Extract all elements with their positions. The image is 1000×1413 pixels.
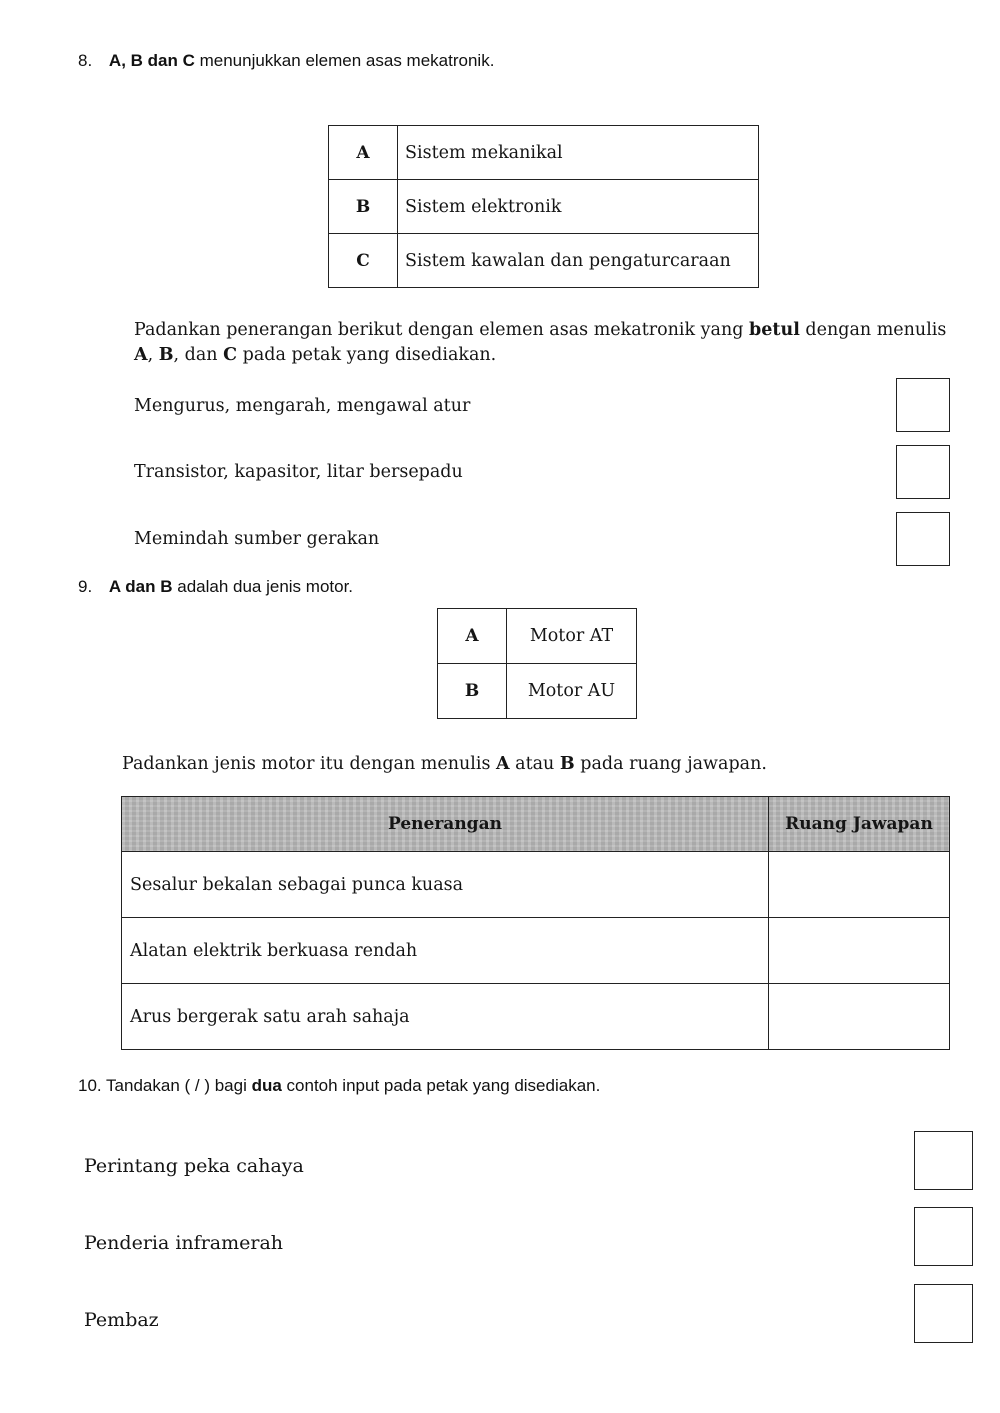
q10-lead: 10. Tandakan ( / ) bagi	[78, 1076, 252, 1095]
q8-item-2: Transistor, kapasitor, litar bersepadu	[134, 462, 463, 482]
motor-letter-a: A	[438, 609, 507, 664]
element-letter-a: A	[329, 126, 398, 180]
q8-answer-box-3[interactable]	[896, 512, 950, 566]
table-header-row	[122, 797, 950, 852]
q8-letter-c: C	[223, 345, 238, 365]
q9-number: 9.	[78, 577, 93, 596]
element-name-b: Sistem elektronik	[398, 180, 759, 234]
description-cell: Sesalur bekalan sebagai punca kuasa	[122, 852, 769, 918]
q8-item-1: Mengurus, mengarah, mengawal atur	[134, 396, 471, 416]
motor-name-b: Motor AU	[507, 664, 637, 719]
header-description: Penerangan	[122, 797, 769, 852]
answer-cell-2[interactable]	[769, 918, 950, 984]
q8-item-3: Memindah sumber gerakan	[134, 529, 380, 549]
q9-heading	[78, 577, 353, 597]
q9-instruction-part: Padankan jenis motor itu dengan menulis	[122, 754, 497, 774]
q9-instruction	[122, 754, 767, 774]
q10-item-3: Pembaz	[84, 1309, 159, 1331]
q8-answer-box-1[interactable]	[896, 378, 950, 432]
q10-checkbox-3[interactable]	[914, 1284, 973, 1343]
q9-instruction-part: pada ruang jawapan.	[574, 754, 767, 774]
q8-elements-table	[328, 125, 759, 288]
answer-cell-1[interactable]	[769, 852, 950, 918]
table-row	[438, 609, 637, 664]
q8-instruction-line-2	[134, 345, 496, 365]
q9-lead-bold: A dan B	[108, 577, 173, 596]
motor-letter-b: B	[438, 664, 507, 719]
description-cell: Arus bergerak satu arah sahaja	[122, 984, 769, 1050]
element-letter-c: C	[329, 234, 398, 288]
q8-answer-box-2[interactable]	[896, 445, 950, 499]
table-row	[122, 984, 950, 1050]
answer-cell-3[interactable]	[769, 984, 950, 1050]
q8-number: 8.	[78, 51, 93, 70]
table-row	[329, 126, 759, 180]
q8-instruction-part: dengan menulis	[799, 320, 947, 340]
q10-lead-rest: contoh input pada petak yang disediakan.	[281, 1076, 601, 1095]
q8-lead-bold: A, B dan C	[108, 51, 195, 70]
table-row	[122, 918, 950, 984]
element-name-c: Sistem kawalan dan pengaturcaraan	[398, 234, 759, 288]
table-row	[329, 234, 759, 288]
q10-item-2: Penderia inframerah	[84, 1232, 284, 1254]
q9-instruction-part: atau	[509, 754, 560, 774]
q10-lead-bold: dua	[251, 1076, 282, 1095]
q8-letter-a: A	[134, 345, 148, 365]
q8-instruction-line-1	[134, 320, 946, 340]
element-letter-b: B	[329, 180, 398, 234]
q10-item-1: Perintang peka cahaya	[84, 1155, 304, 1177]
q9-answer-table	[121, 796, 950, 1050]
table-row	[438, 664, 637, 719]
description-cell: Alatan elektrik berkuasa rendah	[122, 918, 769, 984]
q8-instruction-part: Padankan penerangan berikut dengan elemen asas mekatronik yang	[134, 320, 750, 340]
q10-checkbox-2[interactable]	[914, 1207, 973, 1266]
header-answer-space: Ruang Jawapan	[769, 797, 950, 852]
q10-checkbox-1[interactable]	[914, 1131, 973, 1190]
table-row	[122, 852, 950, 918]
q8-instruction-part: pada petak yang disediakan.	[237, 345, 497, 365]
motor-name-a: Motor AT	[507, 609, 637, 664]
q8-instruction-emphasis: betul	[749, 320, 800, 340]
q8-instruction-part: ,	[147, 345, 159, 365]
element-name-a: Sistem mekanikal	[398, 126, 759, 180]
q8-heading	[78, 51, 494, 71]
q9-motor-table	[437, 608, 637, 719]
q9-letter-a: A	[496, 754, 510, 774]
q9-letter-b: B	[559, 754, 575, 774]
q8-instruction-part: , dan	[173, 345, 224, 365]
q9-lead-rest: adalah dua jenis motor.	[172, 577, 354, 596]
table-row	[329, 180, 759, 234]
q8-letter-b: B	[158, 345, 174, 365]
q8-lead-rest: menunjukkan elemen asas mekatronik.	[194, 51, 495, 70]
q10-heading	[78, 1076, 600, 1096]
